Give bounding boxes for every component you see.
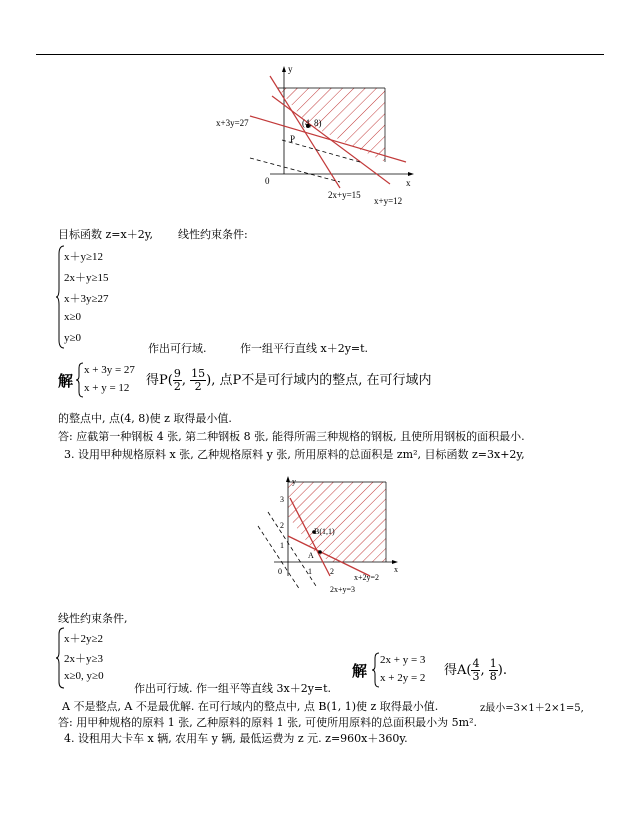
- objective-text: 目标函数 z=x＋2y,: [58, 228, 153, 241]
- top-rule: [36, 54, 604, 55]
- figure2-point-a: [318, 550, 322, 554]
- system-1-eq1: x + 3y = 27: [84, 364, 135, 376]
- constraint-2-1: x＋2y≥2: [64, 633, 104, 645]
- figure2-tick-x-1: 1: [308, 567, 312, 576]
- constraint-1-1: x＋y≥12: [64, 251, 104, 263]
- brace-icon: [76, 362, 84, 398]
- point-p-result: 得P( $\frac{9}{2}$ , $\frac{15}{2}$ ), 点P不是可行域内的整点, 在可行域内: [146, 367, 432, 393]
- figure2-line-b-label: 2x+y=3: [330, 585, 356, 594]
- figure2-dashed-2: [258, 526, 300, 590]
- constraint-1-3: x＋3y≥27: [64, 293, 109, 305]
- constraint-2-3: x≥0, y≥0: [64, 670, 104, 682]
- figure1-x-label: x: [406, 178, 411, 188]
- integer-points-1: 的整点中, 点(4, 8)使 z 取得最小值.: [58, 412, 232, 425]
- figure2-origin: 0: [278, 567, 282, 576]
- system-2-eq2: x + 2y = 2: [380, 672, 426, 684]
- problem-3: 3. 设用甲种规格原料 x 张, 乙种规格原料 y 张, 所用原料的总面积是 zm², 目标函数 z=3x+2y,: [64, 448, 525, 461]
- not-integer-text: A 不是整点, A 不是最优解. 在可行域内的整点中, 点 B(1, 1)使 z 取得最小值.: [62, 700, 439, 713]
- system-2: [372, 652, 442, 688]
- constraint-1-4: x≥0: [64, 311, 82, 323]
- figure2-x-label: x: [394, 565, 398, 574]
- constraints-label-2: 线性约束条件,: [58, 612, 128, 625]
- figure2-tick-y-2: 2: [280, 521, 284, 530]
- figure2-point-a-label: A: [308, 551, 314, 560]
- figure2-point-b-label: B(1,1): [314, 527, 335, 536]
- draw-region-1: 作出可行域.: [148, 342, 207, 355]
- system-1: [76, 362, 146, 398]
- figure1-y-label: y: [288, 64, 293, 74]
- figure2-graph: [250, 476, 400, 600]
- solve-label-2: 解: [352, 662, 368, 680]
- parallel-lines-1: 作一组平行直线 x＋2y=t.: [240, 342, 369, 355]
- brace-icon: [372, 652, 380, 688]
- figure1-point-p: P: [290, 134, 296, 144]
- figure1-origin: 0: [265, 176, 270, 186]
- constraint-1-2: 2x＋y≥15: [64, 272, 109, 284]
- figure2-line-a-label: x+2y=2: [354, 573, 380, 582]
- constraint-system-2: [56, 626, 136, 690]
- system-1-eq2: x + y = 12: [84, 382, 130, 394]
- figure1-line-a-label: x+3y=27: [216, 118, 249, 128]
- constraints-label: 线性约束条件:: [178, 228, 248, 241]
- answer-2: 答: 用甲种规格的原料 1 张, 乙种原料的原料 1 张, 可使所用原料的总面积最小为 5m².: [58, 716, 478, 729]
- figure2-y-label: y: [292, 477, 296, 486]
- solve-label-1: 解: [58, 372, 74, 390]
- system-2-eq1: 2x + y = 3: [380, 654, 426, 666]
- draw-region-2: 作出可行域. 作一组平等直线 3x＋2y=t.: [134, 682, 332, 695]
- figure1-graph: [210, 62, 420, 210]
- figure1-point-label: (4, 8): [302, 118, 322, 128]
- answer-1: 答: 应截第一种钢板 4 张, 第二种钢板 8 张, 能得所需三种规格的钢板, 且使所用钢板的面积最小.: [58, 430, 525, 443]
- zmin-text: z最小=3×1＋2×1=5,: [480, 703, 584, 714]
- problem-4: 4. 设租用大卡车 x 辆, 农用车 y 辆, 最低运费为 z 元. z=960x＋360y.: [64, 732, 408, 745]
- figure1-line-c-label: x+y=12: [374, 196, 403, 206]
- constraint-2-2: 2x＋y≥3: [64, 653, 104, 665]
- constraint-1-5: y≥0: [64, 332, 82, 344]
- figure2-tick-x-2: 2: [330, 567, 334, 576]
- figure1-dashed-2: [250, 158, 340, 182]
- figure1-line-b-label: 2x+y=15: [328, 190, 361, 200]
- point-a-result: 得A( $\frac{4}{3}$ , $\frac{1}{8}$ ).: [444, 657, 507, 683]
- constraint-system-1: [56, 244, 136, 350]
- figure2-tick-y-1: 1: [280, 541, 284, 550]
- figure2-tick-y-3: 3: [280, 495, 284, 504]
